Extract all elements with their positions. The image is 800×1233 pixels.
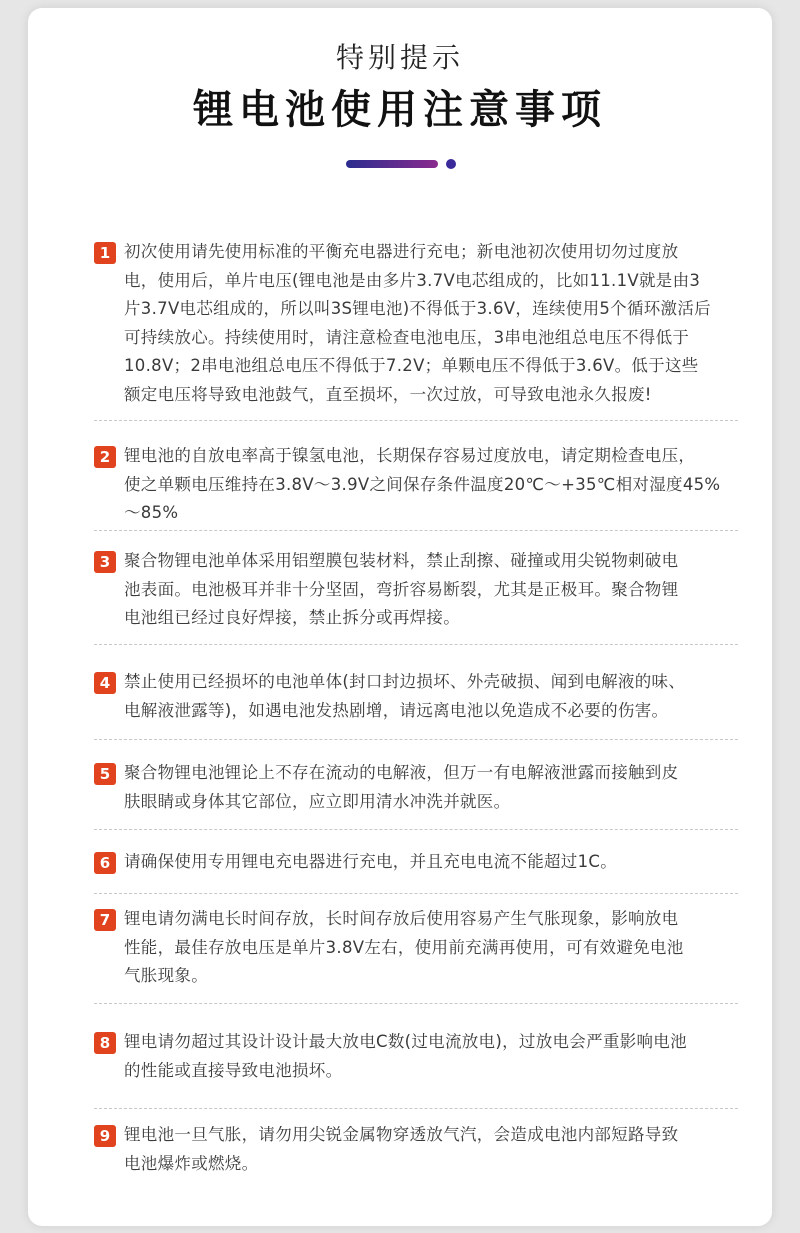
- item-divider: [94, 1003, 738, 1004]
- item-divider: [94, 893, 738, 894]
- item-text-line: 性能，最佳存放电压是单片3.8V左右，使用前充满再使用，可有效避免电池: [124, 937, 684, 957]
- item-text-line: 的性能或直接导致电池损坏。: [124, 1060, 343, 1080]
- item-text-line: 锂电请勿满电长时间存放，长时间存放后使用容易产生气胀现象，影响放电: [124, 909, 679, 928]
- item-text: [124, 905, 714, 991]
- item-text-line: 使之单颗电压维持在3.8V～3.9V之间保存条件温度20℃～+35℃相对湿度45%: [124, 474, 721, 494]
- item-text-line: 电，使用后，单片电压(锂电池是由多片3.7V电芯组成的，比如11.1V就是由3: [124, 270, 701, 290]
- item-text: [124, 547, 714, 633]
- item-text-line: 气胀现象。: [124, 966, 208, 985]
- item-text-line: 片3.7V电芯组成的，所以叫3S锂电池)不得低于3.6V，连续使用5个循环激活后: [124, 299, 711, 318]
- page-subtitle: 特别提示: [335, 41, 464, 74]
- item-number-badge: 5: [94, 763, 116, 785]
- notice-item: [94, 905, 714, 991]
- item-number-badge: 7: [94, 909, 116, 931]
- item-text-line: 肤眼睛或身体其它部位，应立即用清水冲洗并就医。: [124, 791, 511, 811]
- item-text-line: 额定电压将导致电池鼓气，直至损坏，一次过放，可导致电池永久报废!: [124, 384, 652, 404]
- item-text-line: 电解液泄露等)，如遇电池发热剧增，请远离电池以免造成不必要的伤害。: [124, 700, 669, 720]
- item-text-line: 锂电池的自放电率高于镍氢电池，长期保存容易过度放电，请定期检查电压，: [124, 446, 696, 465]
- item-number-badge: 4: [94, 672, 116, 694]
- item-divider: [94, 739, 738, 740]
- item-text: [124, 238, 714, 409]
- item-text: [124, 759, 714, 816]
- item-number-badge: 8: [94, 1032, 116, 1054]
- item-divider: [94, 420, 738, 421]
- item-divider: [94, 530, 738, 531]
- item-text-line: 禁止使用已经损坏的电池单体(封口封边损坏、外壳破损、闻到电解液的味、: [124, 672, 686, 691]
- item-text-line: 池表面。电池极耳并非十分坚固，弯折容易断裂，尤其是正极耳。聚合物锂: [124, 579, 679, 599]
- item-divider: [94, 829, 738, 830]
- item-text: [124, 848, 714, 877]
- item-text-line: 锂电请勿超过其设计设计最大放电C数(过电流放电)，过放电会严重影响电池: [124, 1032, 687, 1051]
- item-number-badge: 2: [94, 446, 116, 468]
- notice-item: [94, 1028, 714, 1085]
- item-text-line: 聚合物锂电池单体采用铝塑膜包装材料，禁止刮擦、碰撞或用尖锐物刺破电: [124, 551, 679, 570]
- item-number-badge: 1: [94, 242, 116, 264]
- notice-item: [94, 547, 714, 633]
- notice-item: [94, 1121, 714, 1178]
- notice-item: [94, 442, 721, 528]
- item-text: [124, 1121, 714, 1178]
- notice-item: [94, 848, 714, 877]
- notice-item: [94, 238, 714, 409]
- item-text-line: 电池爆炸或燃烧。: [124, 1153, 259, 1173]
- item-text-line: 锂电池一旦气胀，请勿用尖锐金属物穿透放气汽，会造成电池内部短路导致: [124, 1125, 679, 1144]
- item-text-line: 可持续放心。持续使用时，请注意检查电池电压，3串电池组总电压不得低于: [124, 327, 690, 347]
- page-title: 锂电池使用注意事项: [193, 87, 607, 133]
- item-text: [124, 1028, 714, 1085]
- item-number-badge: 6: [94, 852, 116, 874]
- item-divider: [94, 644, 738, 645]
- decoration-bar: [346, 160, 438, 168]
- item-text-line: 电池组已经过良好焊接，禁止拆分或再焊接。: [124, 608, 460, 627]
- notice-item: [94, 759, 714, 816]
- item-text-line: 初次使用请先使用标准的平衡充电器进行充电；新电池初次使用切勿过度放: [124, 242, 679, 261]
- item-number-badge: 3: [94, 551, 116, 573]
- item-text-line: ～85%: [124, 503, 179, 522]
- item-text: [124, 442, 721, 528]
- item-divider: [94, 1108, 738, 1109]
- item-text-line: 10.8V；2串电池组总电压不得低于7.2V；单颗电压不得低于3.6V。低于这些: [124, 356, 699, 375]
- notice-card: [28, 8, 772, 1226]
- item-text: [124, 668, 714, 725]
- item-number-badge: 9: [94, 1125, 116, 1147]
- decoration-dot: [446, 159, 456, 169]
- title-decoration: [346, 160, 456, 170]
- item-text-line: 请确保使用专用锂电充电器进行充电，并且充电电流不能超过1C。: [124, 852, 618, 871]
- notice-item: [94, 668, 714, 725]
- item-text-line: 聚合物锂电池锂论上不存在流动的电解液，但万一有电解液泄露而接触到皮: [124, 763, 679, 782]
